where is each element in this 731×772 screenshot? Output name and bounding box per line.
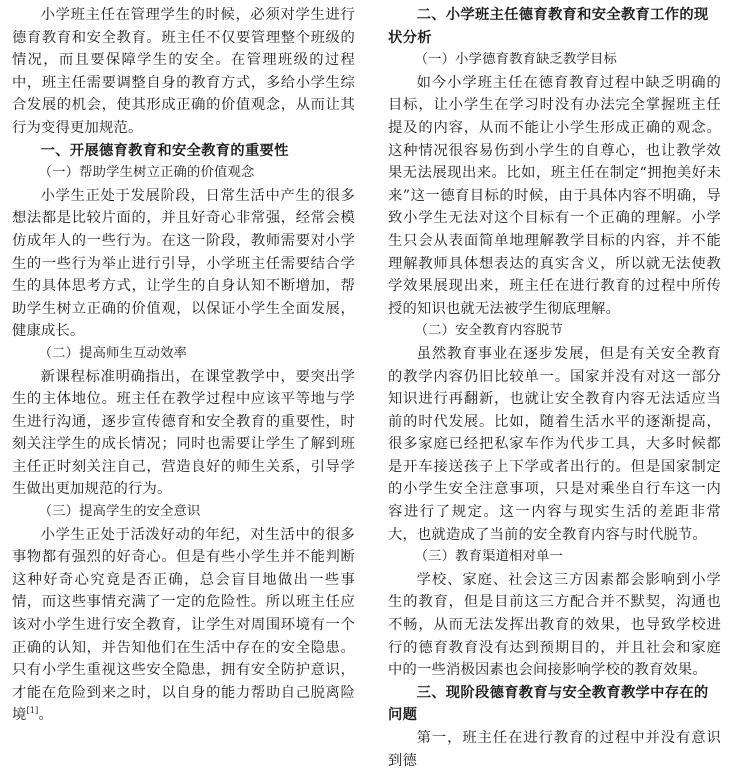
paragraph-safety-awareness <box>12 524 355 727</box>
subheading-content-gap: （二）安全教育内容脱节 <box>414 323 564 339</box>
section-heading-problems: 三、现阶段德育教育与安全教育教学中存在的问题 <box>388 684 709 724</box>
section-heading-importance: 一、开展德育教育和安全教育的重要性 <box>40 142 289 159</box>
paragraph-lack-goals: 如今小学班主任在德育教育过程中缺乏明确的目标，让小学生在学习时没有办法完全掌握班主任提及的内容，从而不能让小学生形成正确的观念。这种情况很容易伤到小学生的自尊心，也让教学效果无法展现出来。比如，班主任在制定“拥抱美好未来”这一德育目标的时候，由于具体内容不明确，导致小学生无法对这个目标有一个正确的理解。小学生只会从表面简单地理解教学目标的内容，并不能理解教师具体想表达的真实含义，所以就无法使教学效果展现出来，班主任在进行教育的过程中所传授的知识也就无法被学生彻底理解。 <box>388 74 721 317</box>
paragraph-problems: 第一，班主任在进行教育的过程中并没有意识到德 <box>388 730 721 769</box>
paragraph-values: 小学生正处于发展阶段，日常生活中产生的很多想法都是比较片面的，并且好奇心非常强，经常会模仿成年人的一些行为。在这一阶段，教师需要对小学生的一些行为举止进行引导，小学班主任需要结合学生的具体思考方式，让学生的自身认知不断增加，帮助学生树立正确的价值观，以保证小学生全面发展，健康成长。 <box>12 187 355 340</box>
left-column <box>12 4 355 727</box>
right-column <box>388 4 721 772</box>
section-heading-status: 二、小学班主任德育教育和安全教育工作的现状分析 <box>388 7 709 46</box>
paragraph-end-punct: 。 <box>38 707 53 724</box>
paragraph-safety-awareness-text: 小学生正处于活泼好动的年纪，对生活中的很多事物都有强烈的好奇心。但是有些小学生并不能判断这种好奇心究竟是否正确，总会盲目地做出一些事情，而这些事情充满了一定的危险性。所以班主任应该对小学生进行安全教育，让学生对周围环境有一个正确的认知，并告知他们在生活中存在的安全隐患。只有小学生重视这些安全隐患，拥有安全防护意识，才能在危险到来之时，以自身的能力帮助自己脱离险境 <box>12 526 355 724</box>
subheading-values: （一）帮助学生树立正确的价值观念 <box>38 165 255 181</box>
intro-paragraph: 小学班主任在管理学生的时候，必须对学生进行德育教育和安全教育。班主任不仅要管理整个班级的情况，而且要保障学生的安全。在管理班级的过程中，班主任需要调整自身的教育方式，多给小学生综合发展的机会，使其形成正确的价值观念，从而让其行为变得更加规范。 <box>12 7 355 136</box>
paragraph-interaction: 新课程标准明确指出，在课堂教学中，要突出学生的主体地位。班主任在教学过程中应该平等地与学生进行沟通，逐步宣传德育和安全教育的重要性，时刻关注学生的成长情况；同时也需要让学生了解到班主任正时刻关注自己，营造良好的师生关系，引导学生做出更加规范的行为。 <box>12 368 355 498</box>
paragraph-single-channel: 学校、家庭、社会这三方因素都会影响到小学生的教育，但是目前这三方配合并不默契，沟通也不畅，从而无法发挥出教育的效果，也导致学校进行的德育教育没有达到预期目的，并且社会和家庭中的一些消极因素也会间接影响学校的教育效果。 <box>388 571 721 679</box>
subheading-safety-awareness: （三）提高学生的安全意识 <box>38 504 201 520</box>
subheading-interaction: （二）提高师生互动效率 <box>38 345 188 361</box>
subheading-lack-goals: （一）小学德育教育缺乏教学目标 <box>414 52 618 68</box>
paragraph-content-gap: 虽然教育事业在逐步发展，但是有关安全教育的教学内容仍旧比较单一。国家并没有对这一部分知识进行再翻新，也就让安全教育内容无法适应当前的时代发展。比如，随着生活水平的逐渐提高，很多家庭已经把私家车作为代步工具，大多时候都是开车接送孩子上下学或者出行的。但是国家制定的小学生安全注意事项，只是对乘坐自行车这一内容进行了规定。这一内容与现实生活的差距非常大，也就造成了当前的安全教育内容与时代脱节。 <box>388 345 721 543</box>
citation-marker: [1] <box>26 706 39 716</box>
subheading-single-channel: （三）教育渠道相对单一 <box>414 549 564 565</box>
